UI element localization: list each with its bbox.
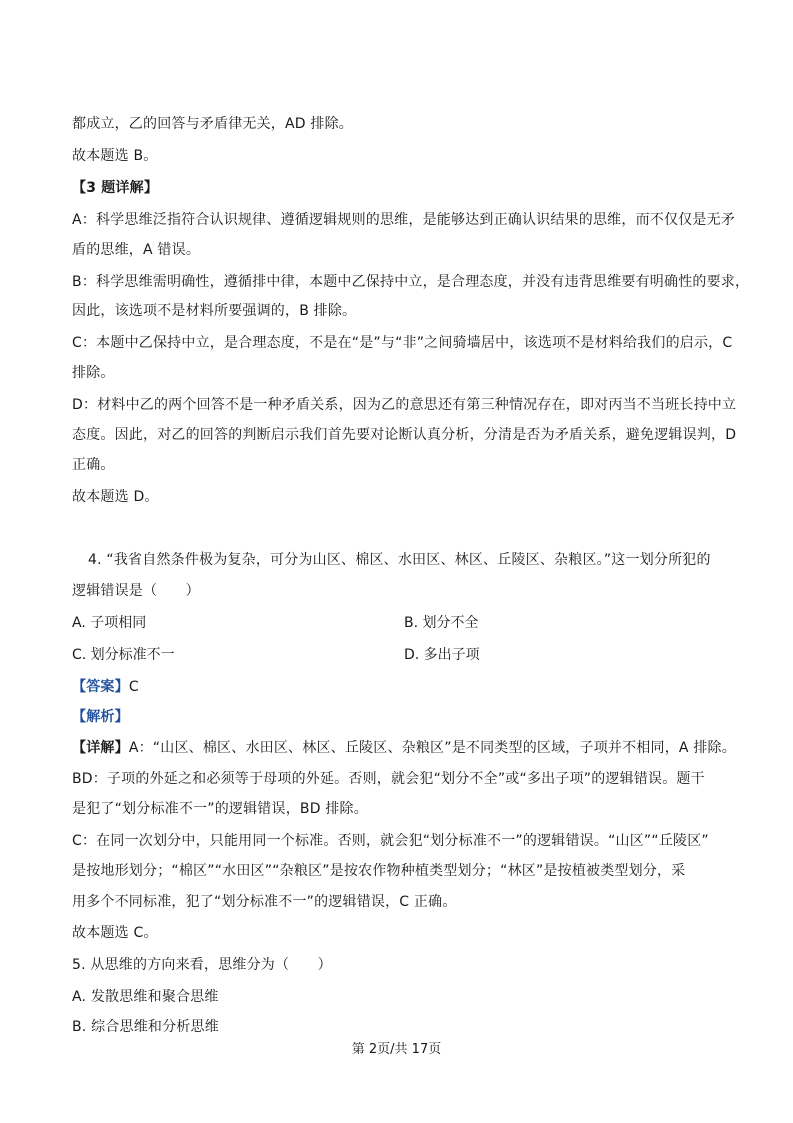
- text-line: B：科学思维需明确性，遵循排中律，本题中乙保持中立，是合理态度，并没有违背思维要有明确性的要求，: [72, 274, 750, 290]
- text-line: 故本题选 D。: [72, 489, 159, 505]
- question-5-stem: 5. 从思维的方向来看，思维分为（ ）: [72, 957, 332, 973]
- answer-line: [72, 677, 139, 697]
- section-heading: 【3 题详解】: [72, 180, 159, 196]
- text-line: C：在同一次划分中，只能用同一个标准。否则，就会犯“划分标准不一”的逻辑错误。“山区”“丘陵区”: [72, 833, 709, 849]
- analysis-label: 【解析】: [72, 709, 129, 725]
- text-line: C：本题中乙保持中立，是合理态度，不是在“是”与“非”之间骑墙居中，该选项不是材料给我们的启示，C: [72, 335, 733, 351]
- question-4-stem-cont: 逻辑错误是（ ）: [72, 583, 200, 599]
- text-line: 都成立，乙的回答与矛盾律无关，AD 排除。: [72, 116, 354, 132]
- text-line: 是犯了“划分标准不一”的逻辑错误，BD 排除。: [72, 801, 368, 817]
- detail-line: [72, 738, 736, 758]
- text-line: BD：子项的外延之和必须等于母项的外延。否则，就会犯“划分不全”或“多出子项”的逻辑错误。题干: [72, 771, 705, 787]
- text-line: A：科学思维泛指符合认识规律、遵循逻辑规则的思维，是能够达到正确认识结果的思维，而不仅仅是无矛: [72, 212, 735, 228]
- answer-value: C: [128, 679, 139, 695]
- question-5-option-a: A. 发散思维和聚合思维: [72, 989, 219, 1005]
- text-line: 故本题选 B。: [72, 148, 158, 164]
- text-line: 是按地形划分；“棉区”“水田区”“杂粮区”是按农作物种植类型划分；“林区”是按植被类型划分，采: [72, 863, 686, 879]
- text-line: 因此，该选项不是材料所要强调的，B 排除。: [72, 303, 357, 319]
- question-4-stem: 4. “我省自然条件极为复杂，可分为山区、棉区、水田区、林区、丘陵区、杂粮区。”这一划分所犯的: [88, 552, 711, 568]
- text-line: 态度。因此，对乙的回答的判断启示我们首先要对论断认真分析，分清是否为矛盾关系，避免逻辑误判，D: [72, 427, 737, 443]
- question-4-option-d: D. 多出子项: [404, 647, 480, 663]
- conclusion-line: 故本题选 C。: [72, 925, 158, 941]
- question-4-option-a: A. 子项相同: [72, 615, 147, 631]
- answer-label: 【答案】: [72, 679, 129, 695]
- text-line: 用多个不同标准，犯了“划分标准不一”的逻辑错误，C 正确。: [72, 894, 457, 910]
- text-line: D：材料中乙的两个回答不是一种矛盾关系，因为乙的意思还有第三种情况存在，即对丙当不当班长持中立: [72, 397, 737, 413]
- text-line: 盾的思维，A 错误。: [72, 242, 201, 258]
- text-line: 排除。: [72, 365, 115, 381]
- detail-text: A：“山区、棉区、水田区、林区、丘陵区、杂粮区”是不同类型的区域，子项并不相同，A 排除。: [128, 740, 736, 756]
- text-line: 正确。: [72, 457, 115, 473]
- question-4-option-c: C. 划分标准不一: [72, 647, 175, 663]
- detail-label: 【详解】: [72, 740, 129, 756]
- page-footer: 第 2页/共 17页: [351, 1042, 442, 1057]
- question-4-option-b: B. 划分不全: [404, 615, 479, 631]
- question-5-option-b: B. 综合思维和分析思维: [72, 1019, 219, 1035]
